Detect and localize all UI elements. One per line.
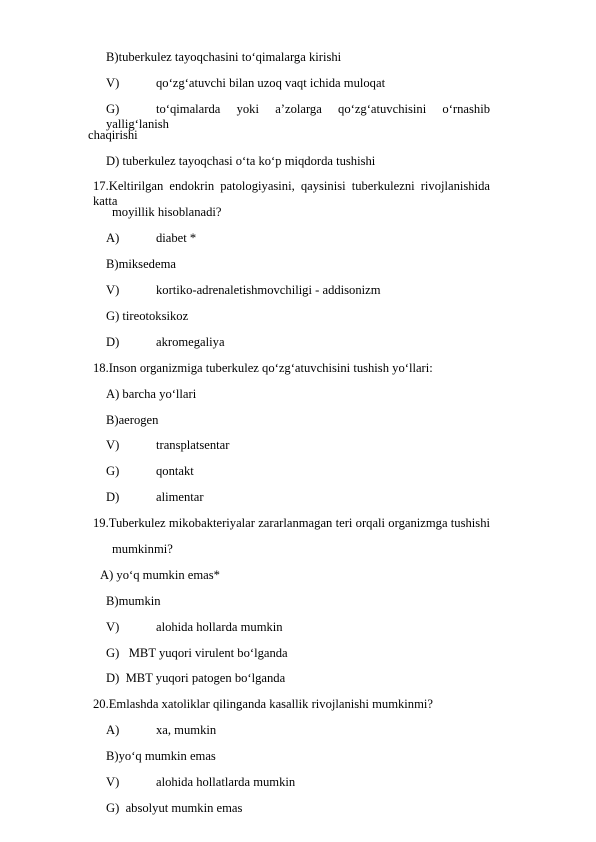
q17-option-g: G) tireotoksikoz (106, 309, 189, 323)
option-label: A) (106, 231, 120, 245)
q19-question-continuation: mumkinmi? (112, 542, 173, 556)
option-label: D) (106, 490, 120, 504)
option-text: alimentar (156, 490, 204, 504)
q17-question-continuation: moyillik hisoblanadi? (112, 205, 222, 219)
option-label: V) (106, 76, 120, 90)
option-label: A) (106, 723, 120, 737)
option-text: diabet * (156, 231, 197, 245)
option-label: V) (106, 283, 120, 297)
q20-option-a (106, 723, 216, 738)
option-label: G) (106, 464, 120, 478)
q16-option-g-continuation: chaqirishi (88, 128, 138, 142)
q20-question: 20.Emlashda xatoliklar qilinganda kasallik rivojlanishi mumkinmi? (93, 697, 433, 711)
q20-option-v (106, 775, 295, 790)
option-label: G) (106, 102, 120, 116)
option-text: xa, mumkin (156, 723, 217, 737)
q20-option-g: G) absolyut mumkin emas (106, 801, 243, 815)
q16-option-v (106, 76, 385, 91)
q17-question: 17.Keltirilgan endokrin patologiyasini, qaysinisi tuberkulezni rivojlanishida katta (93, 179, 490, 208)
q19-option-a: A) yo‘q mumkin emas* (100, 568, 220, 582)
option-text: akromegaliya (156, 335, 225, 349)
option-text: alohida hollarda mumkin (156, 620, 283, 634)
option-text: qo‘zg‘atuvchi bilan uzoq vaqt ichida muloqat (156, 76, 386, 90)
q20-option-b: B)yo‘q mumkin emas (106, 749, 216, 763)
q17-option-a (106, 231, 196, 246)
q16-option-b: B)tuberkulez tayoqchasini to‘qimalarga kirishi (106, 50, 342, 64)
q17-option-v (106, 283, 381, 298)
q17-option-d (106, 335, 225, 350)
q19-option-d: D) MBT yuqori patogen bo‘lganda (106, 671, 286, 685)
q16-option-d: D) tuberkulez tayoqchasi o‘ta ko‘p miqdorda tushishi (106, 154, 376, 168)
q18-option-g (106, 464, 194, 479)
option-text: transplatsentar (156, 438, 230, 452)
q19-option-v (106, 620, 283, 635)
q19-option-g: G) MBT yuqori virulent bo‘lganda (106, 646, 288, 660)
option-label: D) (106, 335, 120, 349)
option-label: V) (106, 620, 120, 634)
q18-option-d (106, 490, 204, 505)
option-label: V) (106, 438, 120, 452)
q19-question: 19.Tuberkulez mikobakteriyalar zararlanmagan teri orqali organizmga tushishi (93, 516, 490, 530)
option-text: kortiko-adrenaletishmovchiligi - addisonizm (156, 283, 381, 297)
option-label: V) (106, 775, 120, 789)
q18-option-b: B)aerogen (106, 413, 159, 427)
option-text: qontakt (156, 464, 194, 478)
q18-question: 18.Inson organizmiga tuberkulez qo‘zg‘atuvchisini tushish yo‘llari: (93, 361, 433, 375)
q19-option-b: B)mumkin (106, 594, 161, 608)
option-text: alohida hollatlarda mumkin (156, 775, 296, 789)
option-text: to‘qimalarda yoki a’zolarga qo‘zg‘atuvchisini o‘rnashib yallig‘lanish (106, 102, 490, 131)
q18-option-v (106, 438, 229, 453)
q16-option-g (106, 102, 490, 132)
q17-option-b: B)miksedema (106, 257, 176, 271)
q18-option-a: A) barcha yo‘llari (106, 387, 197, 401)
